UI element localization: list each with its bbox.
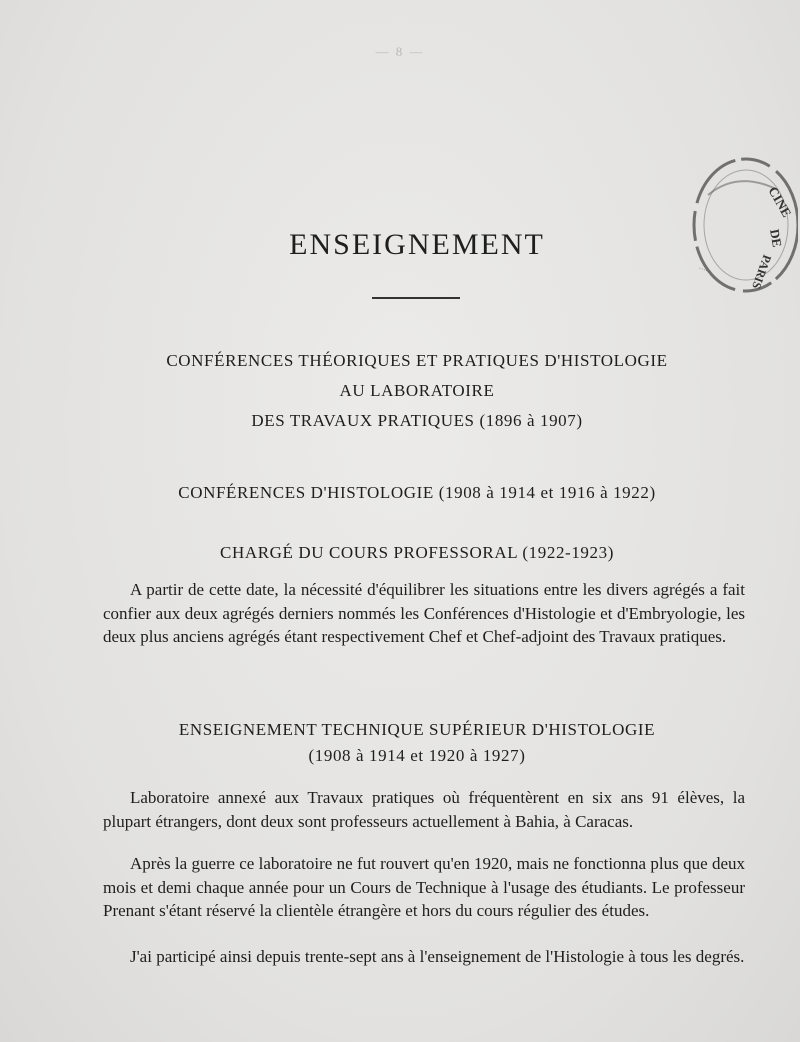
- svg-text:·····: ·····: [697, 264, 712, 276]
- page-folio: — 8 —: [375, 44, 425, 59]
- section4-paragraph3: J'ai participé ainsi depuis trente-sept ans à l'enseignement de l'Histologie à tous les degrés.: [130, 947, 745, 966]
- section4-paragraph2: Après la guerre ce laboratoire ne fut rouvert qu'en 1920, mais ne fonctionna plus que deux mois et demi chaque année pour un Cours de Technique à l'usage des étudiants. Le professeur Prenant s'étant réservé la clientèle étrangère et hors du cours régulier des études.: [103, 854, 745, 920]
- svg-text:DE: DE: [767, 227, 785, 249]
- section4-heading-line1: ENSEIGNEMENT TECHNIQUE SUPÉRIEUR D'HISTOLOGIE: [178, 720, 656, 739]
- section2-heading: CONFÉRENCES D'HISTOLOGIE (1908 à 1914 et 1916 à 1922): [178, 483, 656, 502]
- svg-text:CINE: CINE: [765, 184, 795, 220]
- section3-paragraph: A partir de cette date, la nécessité d'équilibrer les situations entre les divers agrégés a fait confier aux deux agrégés derniers nommés les Conférences d'Histologie et d'Embryologie, les deux plus anciens agrégés étant respectivement Chef et Chef-adjoint des Travaux pratiques.: [103, 580, 745, 646]
- title-rule: [372, 297, 460, 299]
- section4-heading-line2: (1908 à 1914 et 1920 à 1927): [308, 746, 526, 765]
- section3-heading: CHARGÉ DU COURS PROFESSORAL (1922-1923): [220, 543, 614, 562]
- section4-paragraph1: Laboratoire annexé aux Travaux pratiques où fréquentèrent en six ans 91 élèves, la plupart étrangers, dont deux sont professeurs actuellement à Bahia, à Caracas.: [103, 788, 745, 831]
- page-title: ENSEIGNEMENT: [289, 228, 545, 261]
- library-stamp: [668, 150, 798, 300]
- svg-text:PARIS: PARIS: [749, 252, 775, 291]
- section1-heading-line3: DES TRAVAUX PRATIQUES (1896 à 1907): [251, 411, 583, 430]
- section1-heading-line2: AU LABORATOIRE: [339, 381, 495, 400]
- section1-heading-line1: CONFÉRENCES THÉORIQUES ET PRATIQUES D'HISTOLOGIE: [166, 351, 668, 370]
